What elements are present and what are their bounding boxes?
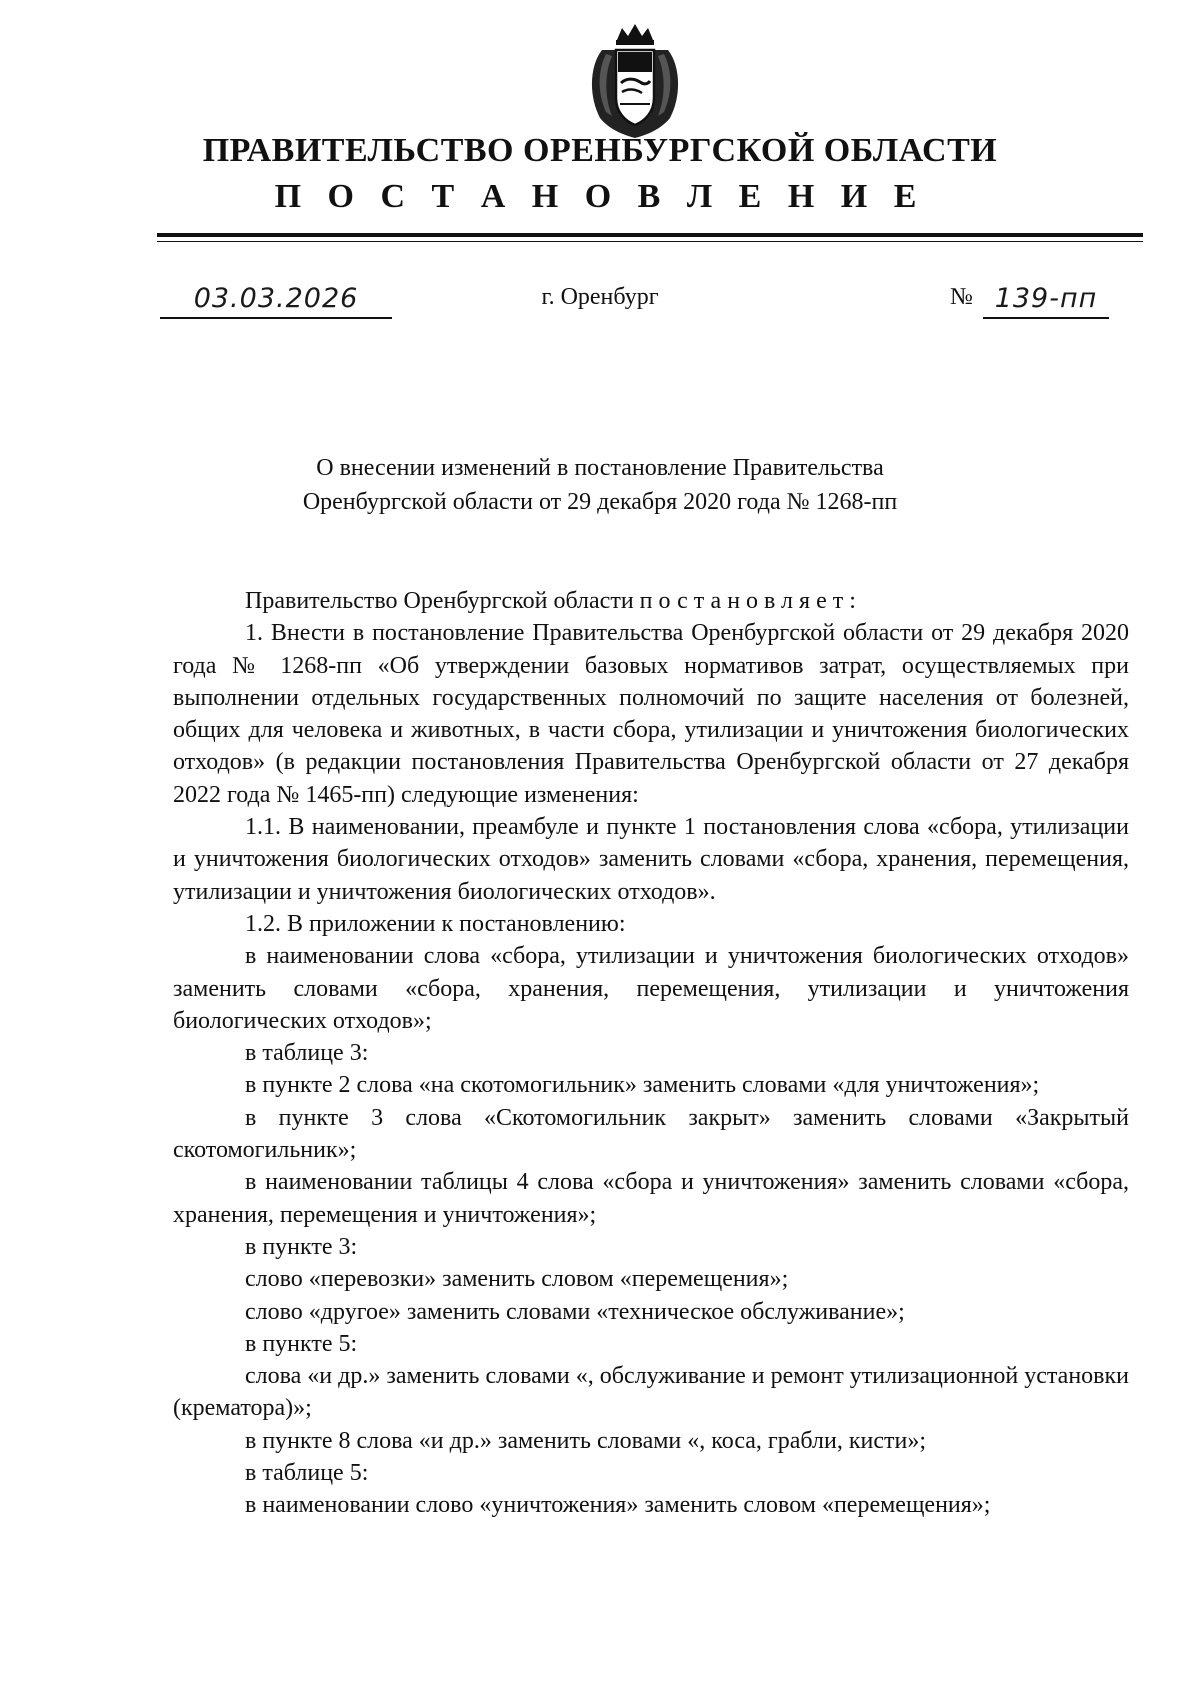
document-date: 03.03.2026 [193,283,359,314]
amendment-item: в пункте 2 слова «на скотомогильник» заменить словами «для уничтожения»; [245,1072,1040,1099]
amendment-item: в таблице 3: [245,1040,369,1067]
amendment-item: в пункте 3 слова «Скотомогильник закрыт» заменить словами «Закрытый скотомогильник»; [173,1104,1129,1164]
document-subject [0,451,1200,519]
preamble-prefix: Правительство Оренбургской области [245,588,634,614]
document-number-field [983,283,1109,319]
subject-line-2: Оренбургской области от 29 декабря 2020 года № 1268-пп [302,489,898,515]
amendment-item: в пункте 3: [245,1233,358,1260]
paragraph-1: 1. Внести в постановление Правительства Оренбургской области от 29 декабря 2020 года № 1268-пп «Об утверждении базовых нормативов затрат, осуществляемых при выполнении отдельных государственных полномочий по защите населения от болезней, общих для человека и животных, в части сбора, утилизации и уничтожения биологических отходов» (в редакции постановления Правительства Оренбургской области от 27 декабря 2022 года № 1465-пп) следующие изменения: [173,620,1129,808]
paragraph-1-1: 1.1. В наименовании, преамбуле и пункте 1 постановления слова «сбора, утилизации и уничтожения биологических отходов» заменить словами «сбора, хранения, перемещения, утилизации и уничтожения биологических отходов». [173,814,1129,905]
amendment-item: в наименовании таблицы 4 слова «сбора и уничтожения» заменить словами «сбора, хранения, перемещения и уничтожения»; [173,1169,1129,1228]
orenburg-coat-of-arms-icon [562,20,708,140]
amendment-item: в пункте 5: [245,1330,358,1357]
amendment-item: в таблице 5: [245,1460,369,1487]
number-sign: № [950,284,973,310]
preamble [173,585,1129,617]
document-city: г. Оренбург [541,284,659,310]
document-body [173,585,1129,1522]
document-number: 139-пп [994,283,1098,314]
header-rule-thick [157,233,1143,237]
document-type: П О С Т А Н О В Л Е Н И Е [274,178,926,215]
amendment-item: слово «перевозки» заменить словом «перемещения»; [245,1266,789,1293]
amendment-item: в наименовании слова «сбора, утилизации и уничтожения биологических отходов» заменить словами «сбора, хранения, перемещения, утилизации и уничтожения биологических отходов»; [173,943,1129,1034]
amendment-item: слова «и др.» заменить словами «, обслуживание и ремонт утилизационной установки (крематора)»; [173,1363,1130,1422]
amendment-item: в наименовании слово «уничтожения» заменить словом «перемещения»; [245,1492,991,1519]
preamble-resolves: постановляет: [639,588,862,614]
organization-title: ПРАВИТЕЛЬСТВО ОРЕНБУРГСКОЙ ОБЛАСТИ [202,132,998,169]
header-rule-thin [157,241,1143,242]
amendment-item: в пункте 8 слова «и др.» заменить словами «, коса, грабли, кисти»; [245,1427,926,1454]
paragraph-1-2: 1.2. В приложении к постановлению: [245,910,626,937]
subject-line-1: О внесении изменений в постановление Правительства [316,455,884,481]
amendment-item: слово «другое» заменить словами «техническое обслуживание»; [245,1298,905,1325]
